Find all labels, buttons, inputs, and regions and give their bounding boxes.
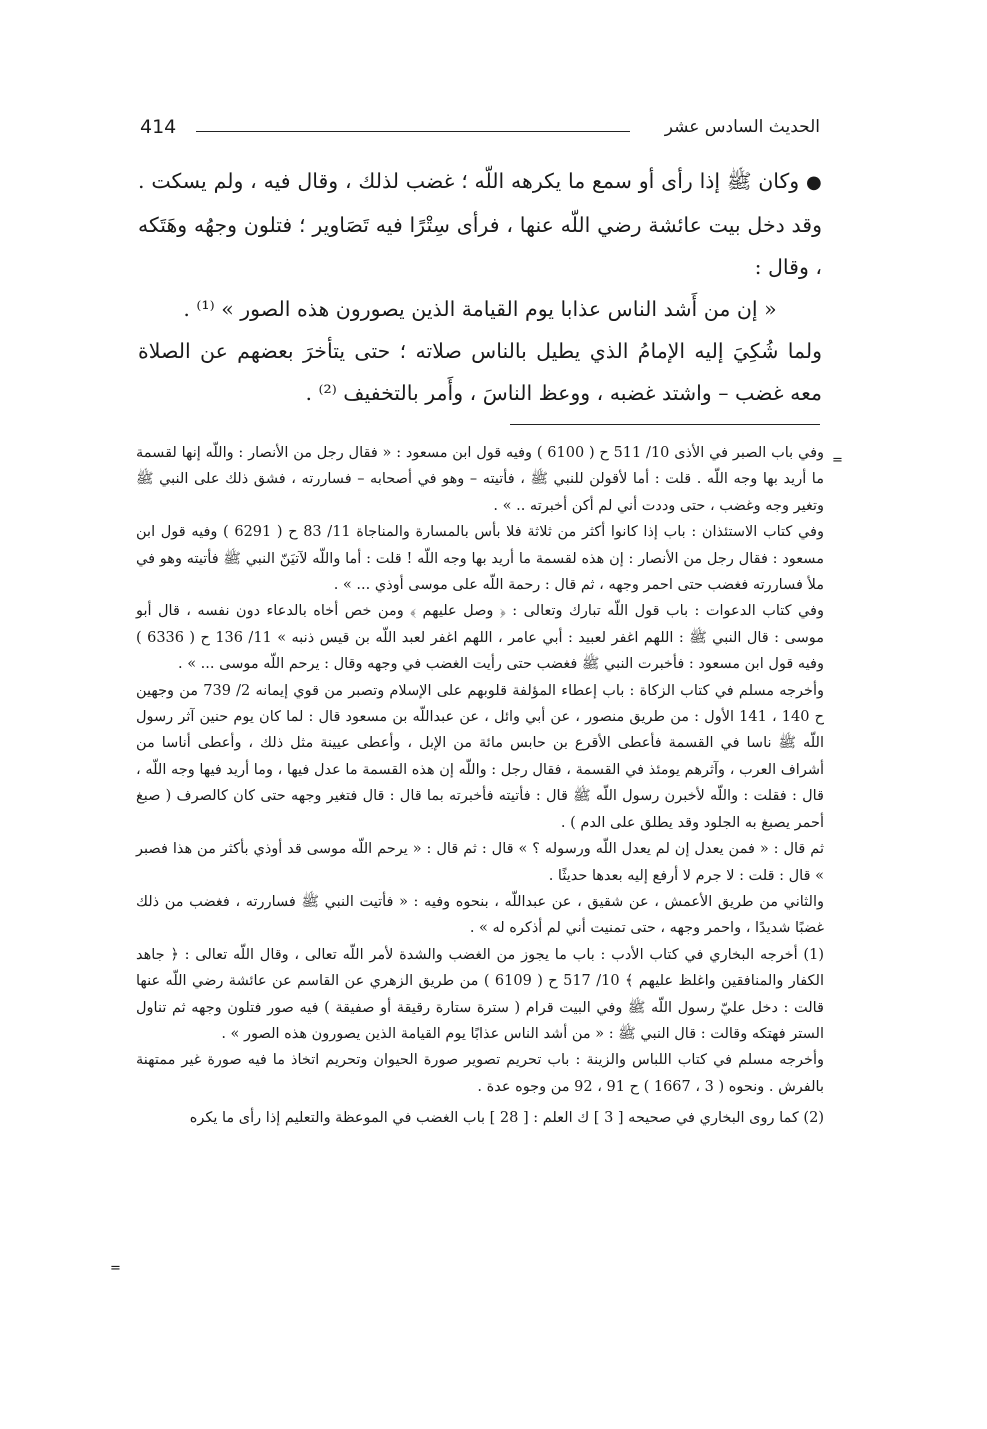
main-paragraph-1 bbox=[138, 160, 822, 288]
footnote-1: (1) أخرجه البخاري في كتاب الأدب : باب ما يجوز من الغضب والشدة لأمر اللّه تعالى ، وقال اللّه تعالى : ﴿ جاهد الكفار والمنافقين واغلظ عليهم ﴾ 10/ 517 ح ( 6109 ) من طريق الزهري عن القاسم عن عائشة رضي اللّه عنها قالت : دخل عليّ رسول اللّه ﷺ وفي البيت قرام ( سترة ستارة رقيقة أو صفيقة ) فيه صور فتلون وجهه ثم تناول الستر فهتكه وقالت : قال النبي ﷺ : « من أشد الناس عذابًا يوم القيامة الذين يصورون هذه الصور » . bbox=[136, 946, 824, 1042]
hadith-quote: « إن من أَشد الناس عذابا يوم القيامة الذين يصورون هذه الصور » ⁽¹⁾ . bbox=[183, 297, 777, 321]
footnotes bbox=[136, 440, 824, 1132]
main-paragraph-1-text: وكان ﷺ إذا رأى أو سمع ما يكرهه اللّه ؛ غضب لذلك ، وقال فيه ، ولم يسكت . وقد دخل بيت عائشة رضي اللّه عنها ، فرأى سِتْرًا فيه تَصَاوير ؛ فتلون وجهُه وهَتَكه ، وقال : bbox=[138, 169, 822, 279]
footnote-paragraph: ثم قال : « فمن يعدل إن لم يعدل اللّه ورسوله ؟ » قال : ثم قال : « يرحم اللّه موسى قد أوذي بأكثر من هذا فصبر » قال : قلت : لا جرم لا أرفع إليه بعدها حديثًا . bbox=[136, 841, 824, 884]
main-text bbox=[138, 160, 822, 414]
main-paragraph-2: ولما شُكِيَ إليه الإمامُ الذي يطيل بالناس صلاته ؛ حتى يتأخرَ بعضهم عن الصلاة معه غضب – واشتد غضبه ، ووعظ الناسَ ، وأَمر بالتخفيف ⁽²⁾ . bbox=[138, 339, 822, 405]
footnote-2: (2) كما روى البخاري في صحيحه [ 3 ] ك العلم : [ 28 ] باب الغضب في الموعظة والتعليم إذا رأى ما يكره bbox=[189, 1110, 824, 1127]
header-rule bbox=[196, 131, 630, 132]
footnote-paragraph: وأخرجه مسلم في كتاب اللباس والزينة : باب تحريم تصوير صورة الحيوان وتحريم اتخاذ ما فيه صورة غير ممتهنة بالفرش . ونحوه ( 3 ، 1667 ) ح 91 ، 92 من وجوه عدة . bbox=[136, 1052, 824, 1095]
footnote-paragraph: وفي كتاب الاستئذان : باب إذا كانوا أكثر من ثلاثة فلا بأس بالمسارة والمناجاة 11/ 83 ح ( 6291 ) وفيه قول ابن مسعود : فقال رجل من الأنصار : إن هذه لقسمة ما أريد بها وجه اللّه ! قلت : أما واللّه لآتيَنّ النبي ﷺ فأتيته وهو في ملأ فساررته فغضب حتى احمر وجهه ، ثم قال : رحمة اللّه على موسى أوذي ... » . bbox=[136, 524, 824, 594]
chapter-title: الحديث السادس عشر bbox=[664, 117, 820, 137]
footnote-paragraph: وفي باب الصبر في الأذى 10/ 511 ح ( 6100 ) وفيه قول ابن مسعود : « فقال رجل من الأنصار : واللّه إنها لقسمة ما أريد بها وجه اللّه . قلت : أما لأقولن للنبي ﷺ ، فأتيته – وهو في أصحابه – فساررته ، فشق ذلك على النبي ﷺ وتغير وجه وغضب ، حتى وددت أني لم أكن أخبرته .. » . bbox=[136, 445, 824, 514]
bullet-icon: ● bbox=[805, 172, 822, 193]
footnote-paragraph: والثاني من طريق الأعمش ، عن شقيق ، عن عبداللّه ، بنحوه وفيه : « فأتيت النبي ﷺ فساررته ، فغضب من ذلك غضبًا شديدًا ، واحمر وجهه ، حتى تمنيت أني لم أذكره له » . bbox=[136, 893, 824, 937]
page-header bbox=[140, 112, 820, 142]
continuation-mark: = bbox=[832, 453, 843, 468]
page-number: 414 bbox=[140, 116, 177, 138]
footnote-paragraph: وفي كتاب الدعوات : باب قول اللّه تبارك وتعالى : ﴿ وصل عليهم ﴾ ومن خص أخاه بالدعاء دون نفسه ، قال أبو موسى : قال النبي ﷺ : اللهم اغفر لعبيد : أبي عامر ، اللهم اغفر لعبد اللّه بن قيس ذنبه » 11/ 136 ح ( 6336 ) وفيه قول ابن مسعود : فأخبرت النبي ﷺ فغضب حتى رأيت الغضب في وجهه وقال : يرحم اللّه موسى ... » . bbox=[136, 603, 824, 673]
footnote-separator bbox=[510, 424, 820, 425]
continuation-mark-end: = bbox=[110, 1261, 121, 1276]
footnote-paragraph: وأخرجه مسلم في كتاب الزكاة : باب إعطاء المؤلفة قلوبهم على الإسلام وتصبر من قوي إيمانه 2/ 739 من وجهين ح 140 ، 141 الأول : من طريق منصور ، عن أبي وائل ، عن عبداللّه بن مسعود قال : لما كان يوم حنين آثر رسول اللّه ﷺ ناسا في القسمة فأعطى الأقرع بن حابس مائة من الإبل ، وأعطى عيينة مثل ذلك ، وأعطى أناسا من أشراف العرب ، وآثرهم يومئذ في القسمة ، فقال رجل : واللّه إن هذه القسمة ما عدل فيها ، وما أريد فيها وجه اللّه ، قال : فقلت : واللّه لأخبرن رسول اللّه ﷺ قال : فأتيته فأخبرته بما قال : قال فتغير وجهه حتى كان كالصرف ( صبغ أحمر يصبغ به الجلود وقد يطلق على الدم ) . bbox=[136, 682, 824, 831]
